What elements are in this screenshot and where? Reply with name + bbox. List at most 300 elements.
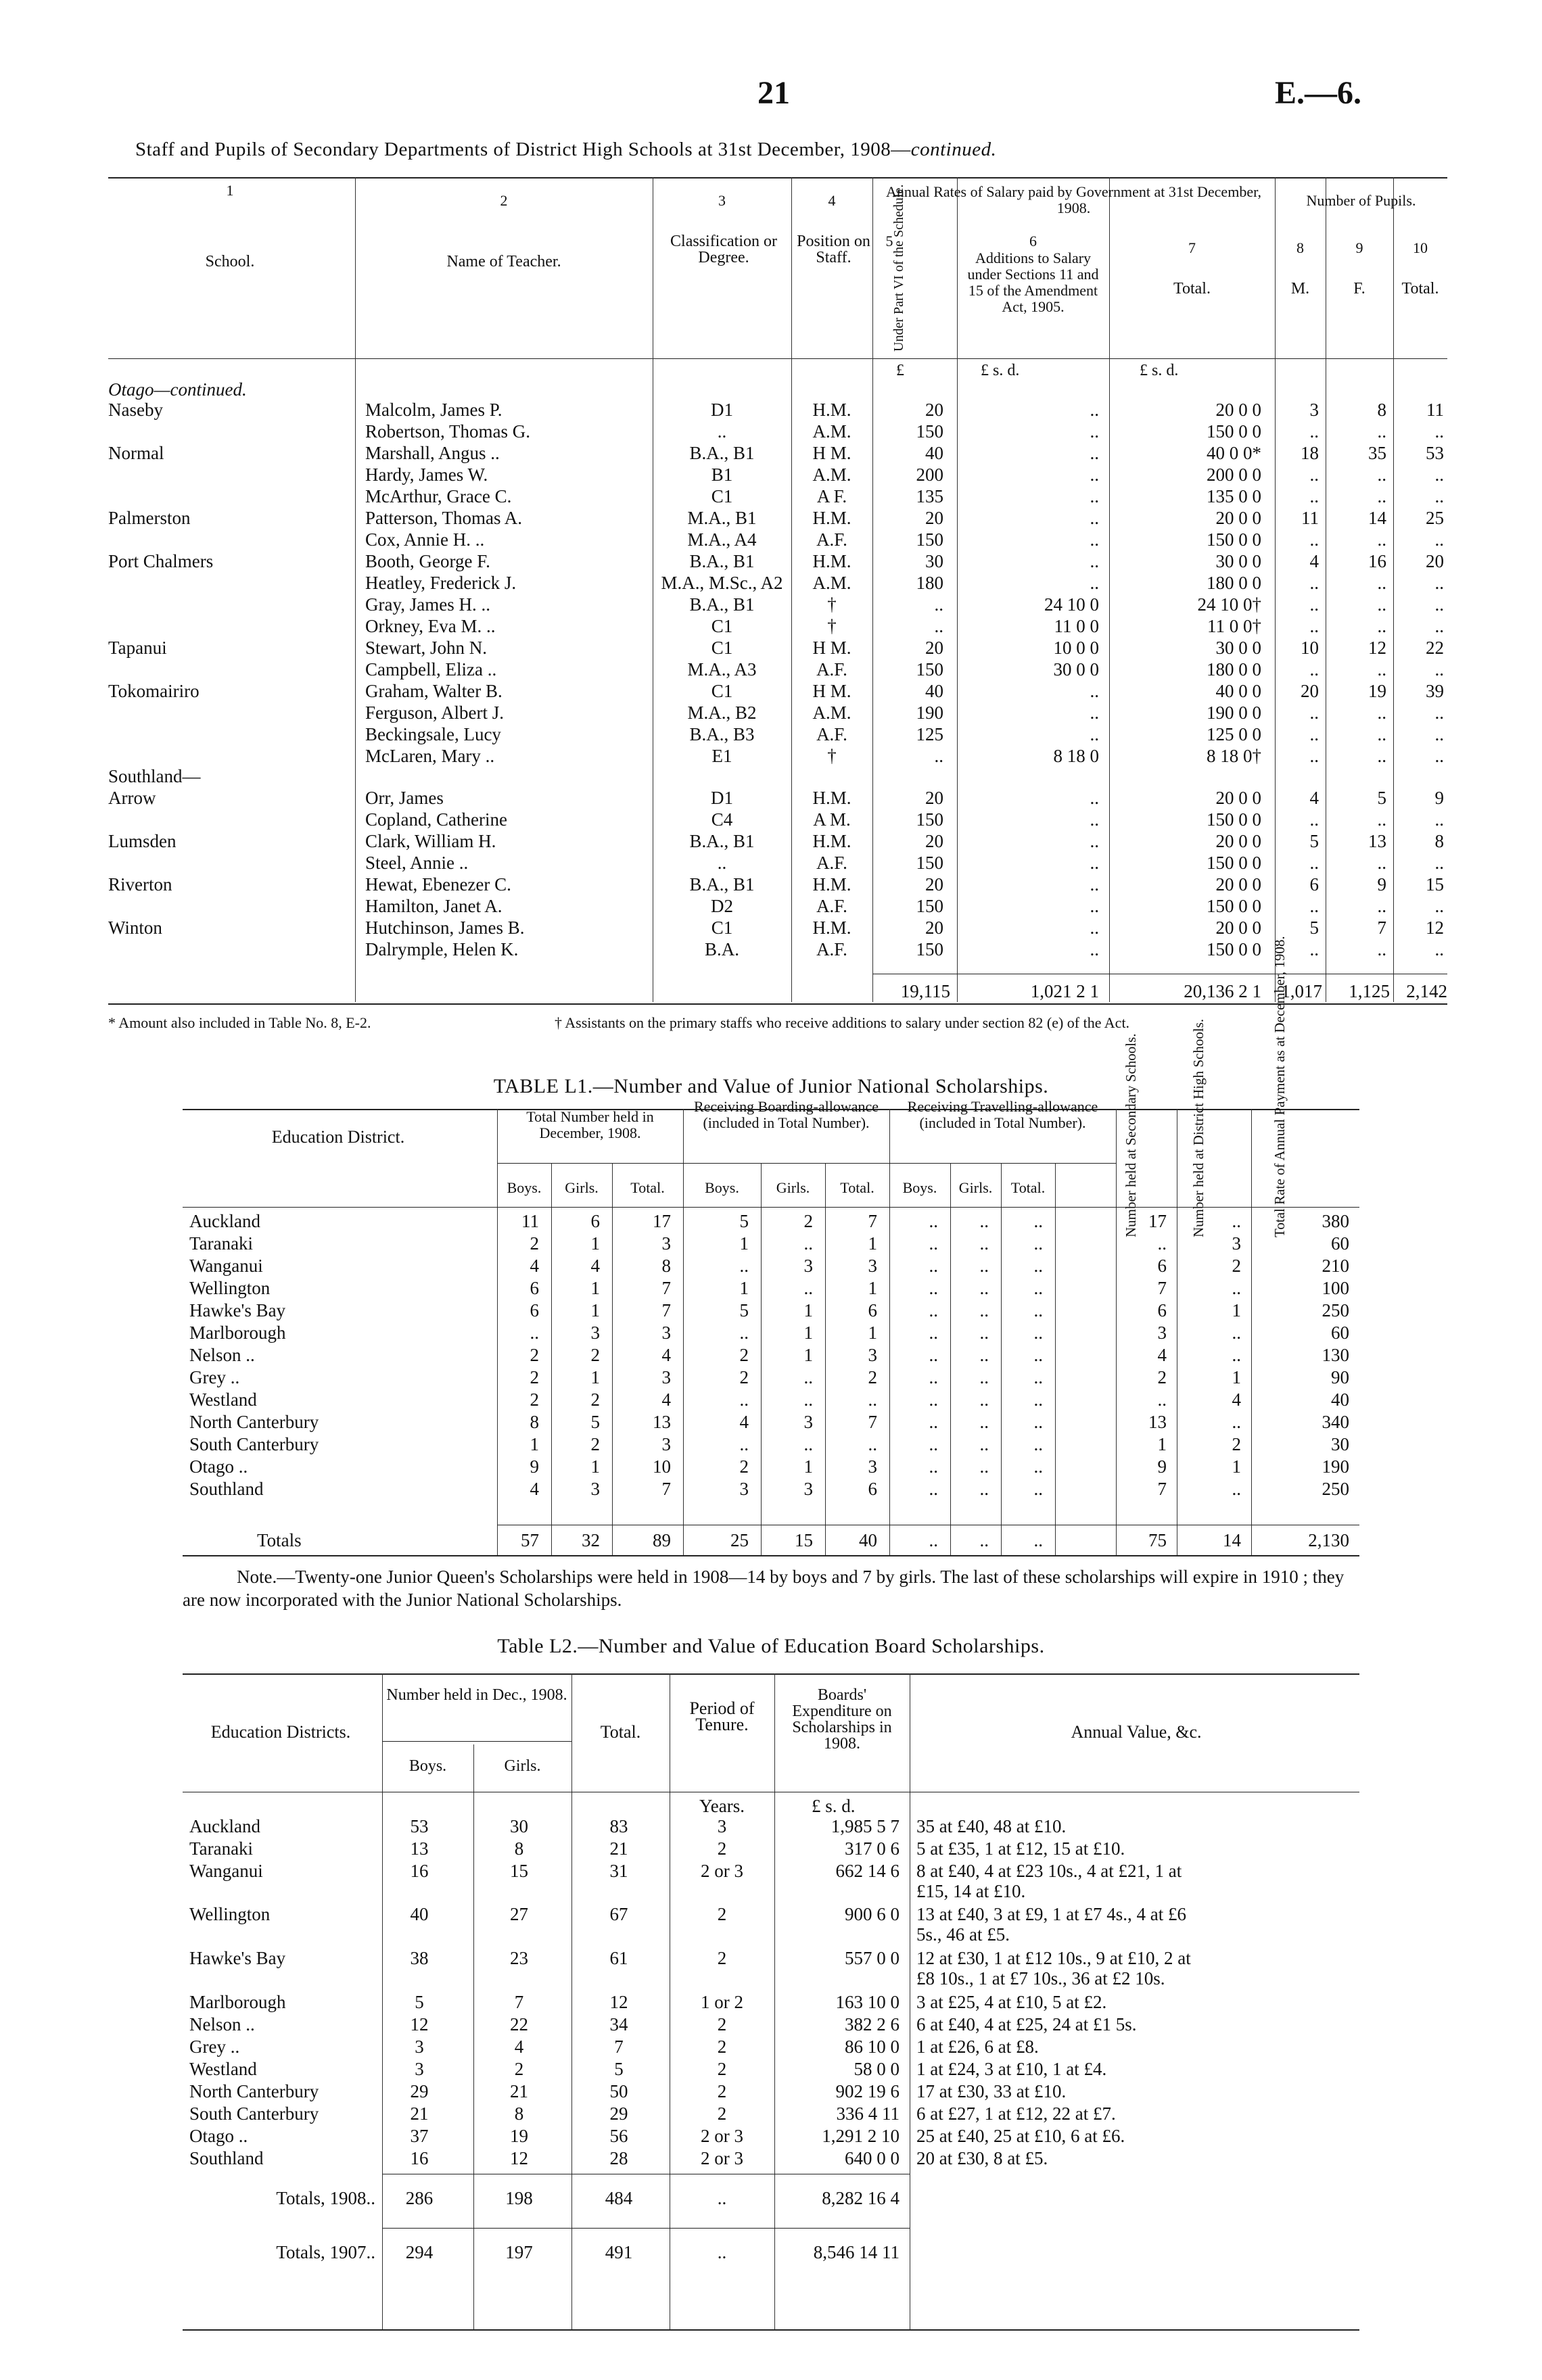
salary-total: 30 0 0: [1215, 551, 1261, 571]
position: H.M.: [812, 831, 851, 851]
salary-total: 11 0 0†: [1207, 616, 1261, 636]
salary-part-vi: 30: [925, 551, 943, 571]
secondary-count: 4: [1157, 1345, 1167, 1365]
pupils-males: 10: [1301, 638, 1319, 658]
l1-value: ..: [929, 1300, 938, 1320]
salary-total: 150 0 0: [1207, 853, 1261, 873]
totals-1907-expenditure: 8,546 14 11: [813, 2242, 900, 2262]
l1-value: 1: [739, 1278, 749, 1298]
girls-header: Girls.: [504, 1757, 541, 1775]
l1-value: ..: [1033, 1300, 1043, 1320]
dhs-count: 2: [1232, 1434, 1241, 1454]
pupils-females: 12: [1368, 638, 1386, 658]
l1-value: ..: [1033, 1211, 1043, 1231]
salary-total: 20 0 0: [1215, 400, 1261, 420]
l1-value: 7: [868, 1211, 877, 1231]
secondary-count: 6: [1157, 1300, 1167, 1320]
l1-value: ..: [979, 1300, 989, 1320]
totals-1907-label: Totals, 1907..: [276, 2242, 375, 2262]
pupils-total: 53: [1426, 443, 1444, 463]
l1-value: 1: [590, 1300, 600, 1320]
district-name: Nelson ..: [189, 2014, 255, 2034]
teacher-name: Malcolm, James P.: [365, 400, 503, 420]
salary-part-vi: 20: [925, 788, 943, 808]
totals-1908-label: Totals, 1908..: [276, 2188, 375, 2208]
salary-additions: ..: [1090, 788, 1099, 808]
pupils-males: ..: [1309, 703, 1319, 723]
classification: ..: [717, 421, 727, 442]
lsd-unit: £ s. d.: [812, 1796, 856, 1816]
l1-value: 1: [803, 1456, 813, 1477]
boys-count: 3: [415, 2037, 424, 2057]
salary-part-vi: ..: [934, 616, 943, 636]
dhs-count: ..: [1232, 1211, 1241, 1231]
district-name: Marlborough: [189, 1323, 286, 1343]
tenure: 2: [717, 1904, 727, 1924]
l1-value: ..: [868, 1389, 877, 1410]
l1-value: 3: [868, 1256, 877, 1276]
expenditure-header: Boards' Expenditure on Scholarships in 1908.: [792, 1686, 892, 1753]
l1-value: 4: [530, 1479, 539, 1499]
school-name: Normal: [108, 443, 164, 463]
staff-title-continued: continued.: [910, 139, 997, 160]
annual-value-line: 6 at £27, 1 at £12, 22 at £7.: [916, 2103, 1116, 2124]
position: H M.: [812, 443, 851, 463]
pupils-total: 11: [1426, 400, 1444, 420]
pupils-males: ..: [1309, 594, 1319, 615]
salary-total: 180 0 0: [1207, 573, 1261, 593]
salary-additions: 11 0 0: [1054, 616, 1099, 636]
annual-value-line: 3 at £25, 4 at £10, 5 at £2.: [916, 1992, 1107, 2012]
girls-count: 19: [510, 2126, 528, 2146]
school-header: School.: [205, 253, 255, 270]
district-name: Southland: [189, 1479, 264, 1499]
total-salary: 20,136 2 1: [1184, 981, 1261, 1001]
tenure: 2 or 3: [701, 1861, 743, 1881]
expenditure: 557 0 0: [845, 1948, 900, 1968]
pupils-total: ..: [1434, 573, 1444, 593]
salary-total: 190 0 0: [1207, 703, 1261, 723]
expenditure: 640 0 0: [845, 2148, 900, 2168]
girls-count: 30: [510, 1816, 528, 1836]
pupils-males: ..: [1309, 529, 1319, 550]
l1-value: ..: [929, 1233, 938, 1254]
annual-value-line: 20 at £30, 8 at £5.: [916, 2148, 1048, 2168]
annual-rate: 30: [1331, 1434, 1349, 1454]
teacher-name: McLaren, Mary ..: [365, 746, 495, 766]
totals-1908-tenure: ..: [717, 2188, 727, 2208]
district-header: Education District.: [271, 1127, 405, 1147]
l1-value: ..: [929, 1211, 938, 1231]
pupils-females: 13: [1368, 831, 1386, 851]
classification: M.A., B2: [687, 703, 757, 723]
column-divider: [473, 1744, 474, 2329]
total-count: 34: [609, 2014, 628, 2034]
classification: B1: [711, 465, 733, 485]
l1-value: ..: [979, 1256, 989, 1276]
rule-line: [183, 2329, 1359, 2331]
position: H.M.: [812, 400, 851, 420]
dhs-total: 14: [1223, 1530, 1241, 1550]
salary-total: 20 0 0: [1215, 788, 1261, 808]
salary-total: 40 0 0*: [1207, 443, 1261, 463]
l1-value: ..: [1033, 1345, 1043, 1365]
secondary-count: 3: [1157, 1323, 1167, 1343]
annual-value-line: 13 at £40, 3 at £9, 1 at £7 4s., 4 at £6: [916, 1904, 1186, 1924]
pupils-females: 35: [1368, 443, 1386, 463]
l1-value: 1: [868, 1233, 877, 1254]
pupils-total: 25: [1426, 508, 1444, 528]
rule-line: [382, 2228, 910, 2229]
l1-value: ..: [979, 1278, 989, 1298]
annual-value-line: 8 at £40, 4 at £23 10s., 4 at £21, 1 at: [916, 1861, 1182, 1881]
girls-count: 27: [510, 1904, 528, 1924]
pupils-males: ..: [1309, 421, 1319, 442]
secondary-count: 13: [1148, 1412, 1167, 1432]
salary-part-vi: 150: [916, 659, 943, 680]
l1-value: 1: [590, 1278, 600, 1298]
secondary-total: 75: [1148, 1530, 1167, 1550]
l1-total: 32: [582, 1530, 600, 1550]
l1-note: Note.—Twenty-one Junior Queen's Scholarships were held in 1908—14 by boys and 7 by girls. The last of these scholarships will expire in 1910 ; they are now incorporated with the Junior National Scholarships.: [183, 1567, 1345, 1610]
teacher-name: Orr, James: [365, 788, 444, 808]
boys-count: 12: [410, 2014, 429, 2034]
col-number-5: 5: [885, 233, 893, 249]
pupils-males: ..: [1309, 939, 1319, 959]
annual-rates-header: Annual Rates of Salary paid by Government at 31st December, 1908.: [885, 183, 1262, 216]
held-header: Number held in Dec., 1908.: [386, 1686, 567, 1704]
l1-value: 1: [803, 1323, 813, 1343]
l1-value: ..: [929, 1345, 938, 1365]
teacher-header: Name of Teacher.: [446, 253, 561, 270]
l1-value: 2: [739, 1345, 749, 1365]
salary-additions: ..: [1090, 529, 1099, 550]
salary-part-vi: 40: [925, 443, 943, 463]
annual-rate: 210: [1322, 1256, 1349, 1276]
l1-value: 3: [661, 1367, 671, 1387]
total-count: 21: [609, 1838, 628, 1859]
l1-value: 3: [590, 1323, 600, 1343]
l1-value: ..: [979, 1412, 989, 1432]
l1-value: 1: [530, 1434, 539, 1454]
boys-count: 21: [410, 2103, 429, 2124]
l1-value: 5: [590, 1412, 600, 1432]
annual-value-line: 5 at £35, 1 at £12, 15 at £10.: [916, 1838, 1125, 1859]
pupils-females: ..: [1377, 421, 1386, 442]
salary-additions: ..: [1090, 703, 1099, 723]
totals-1907-girls: 197: [505, 2242, 533, 2262]
classification: B.A., B1: [689, 874, 755, 895]
position: A.M.: [812, 465, 851, 485]
l1-value: ..: [803, 1233, 813, 1254]
pupils-males: ..: [1309, 809, 1319, 830]
pupils-females: ..: [1377, 529, 1386, 550]
l1-value: ..: [1033, 1479, 1043, 1499]
l1-value: ..: [929, 1412, 938, 1432]
l1-value: ..: [739, 1256, 749, 1276]
l1-value: 3: [661, 1323, 671, 1343]
rule-line: [497, 1163, 1116, 1164]
expenditure: 902 19 6: [835, 2081, 900, 2101]
district-name: Otago ..: [189, 2126, 248, 2146]
sub-header-total: Total.: [840, 1179, 874, 1196]
expenditure: 1,291 2 10: [822, 2126, 900, 2146]
classification: B.A.: [704, 939, 739, 959]
expenditure: 58 0 0: [854, 2059, 900, 2079]
district-name: Hawke's Bay: [189, 1948, 286, 1968]
boys-count: 53: [410, 1816, 429, 1836]
l1-value: ..: [979, 1389, 989, 1410]
classification: C1: [711, 486, 733, 506]
pupils-total-header: Total.: [1401, 280, 1439, 298]
teacher-name: Steel, Annie ..: [365, 853, 469, 873]
tenure: 2: [717, 2081, 727, 2101]
l1-value: 6: [530, 1278, 539, 1298]
l1-value: 2: [530, 1367, 539, 1387]
classification: C1: [711, 616, 733, 636]
district-name: Wanganui: [189, 1861, 263, 1881]
salary-additions: ..: [1090, 551, 1099, 571]
tenure: 2: [717, 1838, 727, 1859]
totals-1908-expenditure: 8,282 16 4: [822, 2188, 900, 2208]
pupils-males: ..: [1309, 573, 1319, 593]
total-count: 29: [609, 2103, 628, 2124]
pupils-males: 11: [1301, 508, 1319, 528]
district-name: Westland: [189, 2059, 257, 2079]
secondary-count: ..: [1157, 1389, 1167, 1410]
dhs-count: ..: [1232, 1278, 1241, 1298]
pupils-males: 4: [1309, 551, 1319, 571]
sub-header-boys: Boys.: [902, 1179, 937, 1196]
salary-total: 30 0 0: [1215, 638, 1261, 658]
pupils-total: ..: [1434, 529, 1444, 550]
pupils-total: ..: [1434, 465, 1444, 485]
classification: D1: [711, 788, 733, 808]
l1-value: 4: [661, 1389, 671, 1410]
totals-label: Totals: [257, 1530, 302, 1550]
col-number-9: 9: [1355, 239, 1363, 256]
page-reference: E.—6.: [1275, 75, 1362, 111]
totals-1907-boys: 294: [405, 2242, 434, 2262]
salary-total: 20 0 0: [1215, 508, 1261, 528]
annual-rate: 250: [1322, 1300, 1349, 1320]
salary-additions: ..: [1090, 831, 1099, 851]
classification: B.A., B1: [689, 831, 755, 851]
total-females: 1,125: [1349, 981, 1390, 1001]
totals-1907-total: 491: [605, 2242, 633, 2262]
salary-part-vi: 200: [916, 465, 943, 485]
l1-value: 6: [868, 1479, 877, 1499]
classification: C1: [711, 638, 733, 658]
pupils-females: ..: [1377, 594, 1386, 615]
position: A M.: [813, 809, 851, 830]
l1-value: ..: [979, 1323, 989, 1343]
sub-header-boys: Boys.: [705, 1179, 739, 1196]
l1-value: 3: [868, 1456, 877, 1477]
l1-value: ..: [1033, 1323, 1043, 1343]
position: †: [827, 746, 837, 766]
sub-header-total: Total.: [1010, 1179, 1046, 1196]
pupils-males: 5: [1309, 831, 1319, 851]
l1-value: 2: [868, 1367, 877, 1387]
expenditure: 382 2 6: [845, 2014, 900, 2034]
rule-line: [108, 177, 1447, 178]
secondary-count: ..: [1157, 1233, 1167, 1254]
salary-part-vi: 150: [916, 853, 943, 873]
tenure: 2: [717, 1948, 727, 1968]
l1-total: 15: [795, 1530, 813, 1550]
boys-count: 13: [410, 1838, 429, 1859]
pupils-total: ..: [1434, 616, 1444, 636]
l1-value: ..: [803, 1389, 813, 1410]
boys-count: 16: [410, 1861, 429, 1881]
l1-value: 13: [653, 1412, 671, 1432]
l1-value: ..: [530, 1323, 539, 1343]
pupils-total: 9: [1434, 788, 1444, 808]
classification: B.A., B3: [689, 724, 755, 744]
l1-value: 2: [530, 1389, 539, 1410]
salary-additions: ..: [1090, 421, 1099, 442]
l1-value: 6: [868, 1300, 877, 1320]
l1-total: 89: [653, 1530, 671, 1550]
position: A.F.: [816, 659, 847, 680]
district-name: Marlborough: [189, 1992, 286, 2012]
salary-total: 150 0 0: [1207, 529, 1261, 550]
l1-value: ..: [1033, 1456, 1043, 1477]
expenditure: 86 10 0: [845, 2037, 900, 2057]
tenure: 2: [717, 2059, 727, 2079]
classification: B.A., B1: [689, 551, 755, 571]
girls-count: 12: [510, 2148, 528, 2168]
pupils-females: ..: [1377, 616, 1386, 636]
pupils-males: ..: [1309, 746, 1319, 766]
l1-total: 40: [859, 1530, 877, 1550]
l1-value: 1: [868, 1278, 877, 1298]
expenditure: 336 4 11: [836, 2103, 900, 2124]
district-name: Grey ..: [189, 2037, 240, 2057]
pupils-total: ..: [1434, 421, 1444, 442]
l1-value: 6: [530, 1300, 539, 1320]
annual-value-line: 5s., 46 at £5.: [916, 1924, 1010, 1945]
salary-part-vi: 150: [916, 529, 943, 550]
l1-value: 3: [590, 1479, 600, 1499]
pupils-males: 5: [1309, 918, 1319, 938]
staff-title-main: Staff and Pupils of Secondary Departments of District High Schools at 31st December, 1908—: [135, 139, 911, 160]
teacher-name: Hamilton, Janet A.: [365, 896, 503, 916]
pupils-females: 19: [1368, 681, 1386, 701]
l1-value: ..: [929, 1367, 938, 1387]
expenditure: 317 0 6: [845, 1838, 900, 1859]
l1-value: ..: [803, 1278, 813, 1298]
period-header: Period of Tenure.: [689, 1698, 755, 1734]
teacher-name: Robertson, Thomas G.: [365, 421, 530, 442]
l1-total: ..: [929, 1530, 938, 1550]
l1-value: 2: [590, 1434, 600, 1454]
l1-value: ..: [979, 1367, 989, 1387]
dhs-count: ..: [1232, 1479, 1241, 1499]
girls-count: 15: [510, 1861, 528, 1881]
teacher-name: Booth, George F.: [365, 551, 490, 571]
total-count: 28: [609, 2148, 628, 2168]
classification: D1: [711, 400, 733, 420]
salary-total: 150 0 0: [1207, 896, 1261, 916]
pupils-females: ..: [1377, 809, 1386, 830]
l1-value: 17: [653, 1211, 671, 1231]
salary-additions: ..: [1090, 508, 1099, 528]
position: H.M.: [812, 788, 851, 808]
pupils-total: ..: [1434, 703, 1444, 723]
total-pupils: 2,142: [1406, 981, 1447, 1001]
boys-count: 40: [410, 1904, 429, 1924]
annual-rate: 40: [1331, 1389, 1349, 1410]
l1-value: 1: [803, 1300, 813, 1320]
l1-value: 7: [661, 1479, 671, 1499]
dhs-count: 1: [1232, 1456, 1241, 1477]
dhs-count: 4: [1232, 1389, 1241, 1410]
total-header: Total.: [600, 1722, 641, 1742]
classification: C1: [711, 918, 733, 938]
total-count: 12: [609, 1992, 628, 2012]
expenditure: 900 6 0: [845, 1904, 900, 1924]
boys-count: 16: [410, 2148, 429, 2168]
pupils-females: 8: [1377, 400, 1386, 420]
salary-additions: ..: [1090, 724, 1099, 744]
rule-line: [183, 1673, 1359, 1675]
position: H.M.: [812, 918, 851, 938]
l1-value: ..: [929, 1323, 938, 1343]
girls-count: 23: [510, 1948, 528, 1968]
rule-line: [183, 1555, 1359, 1556]
total-count: 31: [609, 1861, 628, 1881]
district-name: South Canterbury: [189, 2103, 319, 2124]
sub-header-girls: Girls.: [565, 1179, 599, 1196]
pupils-males: ..: [1309, 896, 1319, 916]
secondary-count: 7: [1157, 1479, 1167, 1499]
teacher-name: Copland, Catherine: [365, 809, 507, 830]
pupils-females: ..: [1377, 486, 1386, 506]
salary-additions: ..: [1090, 874, 1099, 895]
classification: B.A., B1: [689, 594, 755, 615]
sub-header-girls: Girls.: [776, 1179, 810, 1196]
salary-total: 40 0 0: [1215, 681, 1261, 701]
annual-rate: 100: [1322, 1278, 1349, 1298]
position: H.M.: [812, 874, 851, 895]
l1-value: 3: [803, 1479, 813, 1499]
classification: M.A., M.Sc., A2: [661, 573, 783, 593]
girls-count: 8: [514, 1838, 524, 1859]
l1-title: TABLE L1.—Number and Value of Junior National Scholarships.: [493, 1075, 1049, 1097]
males-header: M.: [1290, 280, 1310, 298]
position: H M.: [812, 638, 851, 658]
annual-rate: 380: [1322, 1211, 1349, 1231]
salary-total: 150 0 0: [1207, 939, 1261, 959]
district-name: Auckland: [189, 1211, 260, 1231]
pupils-females: ..: [1377, 703, 1386, 723]
l1-value: 8: [530, 1412, 539, 1432]
total-count: 61: [609, 1948, 628, 1968]
position: A F.: [816, 486, 847, 506]
staff-table-title: [135, 139, 996, 161]
teacher-name: Gray, James H. ..: [365, 594, 490, 615]
l1-value: 1: [803, 1345, 813, 1365]
pupils-females: ..: [1377, 573, 1386, 593]
girls-count: 2: [514, 2059, 524, 2079]
total-part-vi: 19,115: [900, 981, 950, 1001]
salary-additions: ..: [1090, 681, 1099, 701]
pupils-males: 4: [1309, 788, 1319, 808]
teacher-name: Cox, Annie H. ..: [365, 529, 485, 550]
classification: B.A., B1: [689, 443, 755, 463]
